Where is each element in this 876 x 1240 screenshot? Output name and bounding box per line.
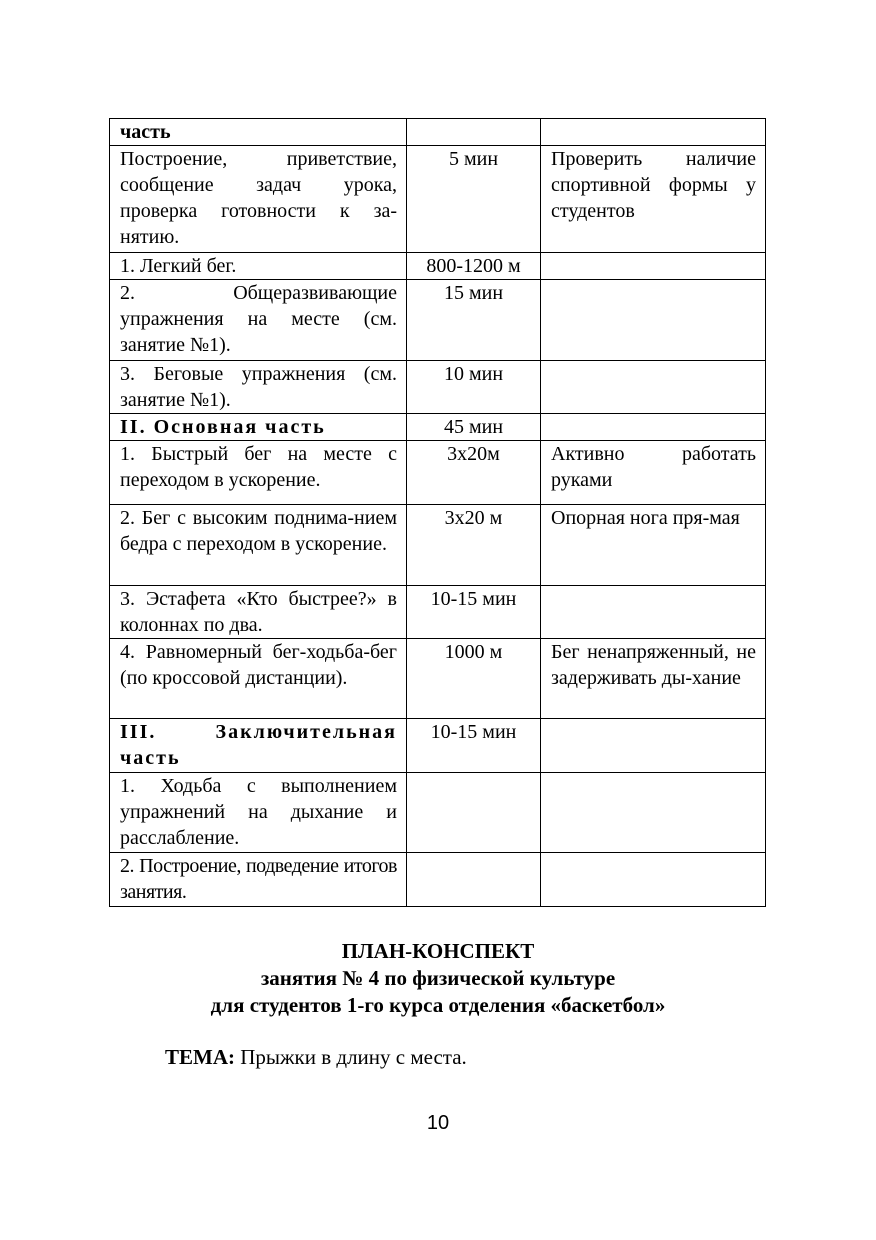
- notes-cell: Активно работать руками: [541, 441, 766, 505]
- dose-cell: 3х20 м: [407, 505, 541, 586]
- table-row: [110, 414, 766, 441]
- notes-cell: [541, 119, 766, 146]
- topic-label: ТЕМА:: [165, 1045, 235, 1069]
- table-row: [110, 146, 766, 253]
- notes-cell: Опорная нога пря-мая: [541, 505, 766, 586]
- table-row: [110, 361, 766, 414]
- plan-subtitle-line: для студентов 1-го курса отделения «баскетбол»: [210, 993, 666, 1017]
- dose-cell: 45 мин: [407, 414, 541, 441]
- table-row: [110, 639, 766, 719]
- dose-cell: 10-15 мин: [407, 719, 541, 773]
- dose-cell: 10 мин: [407, 361, 541, 414]
- task-cell: 1. Легкий бег.: [110, 253, 407, 280]
- dose-cell: [407, 119, 541, 146]
- dose-cell: 3х20м: [407, 441, 541, 505]
- table-row: [110, 773, 766, 853]
- notes-cell: [541, 853, 766, 907]
- topic-text: Прыжки в длину с места.: [240, 1045, 467, 1069]
- task-cell: 3. Беговые упражнения (см. занятие №1).: [110, 361, 407, 414]
- section-heading-cell: II. Основная часть: [110, 414, 407, 441]
- table-row: [110, 253, 766, 280]
- plan-subtitle-line: занятия № 4 по физической культуре: [260, 966, 616, 990]
- task-cell: 1. Быстрый бег на месте с переходом в ускорение.: [110, 441, 407, 505]
- dose-cell: 5 мин: [407, 146, 541, 253]
- dose-cell: [407, 853, 541, 907]
- table-row: [110, 280, 766, 361]
- dose-cell: 10-15 мин: [407, 586, 541, 639]
- task-cell: 1. Ходьба с выполнением упражнений на дыхание и расслабление.: [110, 773, 407, 853]
- lesson-plan-table: [109, 118, 766, 907]
- dose-cell: 15 мин: [407, 280, 541, 361]
- task-cell: 3. Эстафета «Кто быстрее?» в колоннах по два.: [110, 586, 407, 639]
- notes-cell: [541, 414, 766, 441]
- notes-cell: [541, 719, 766, 773]
- notes-cell: [541, 361, 766, 414]
- table-row: [110, 853, 766, 907]
- dose-cell: 800-1200 м: [407, 253, 541, 280]
- task-cell: 2. Построение, подведение итогов занятия.: [110, 853, 407, 907]
- task-cell: Построение, приветствие, сообщение задач урока, проверка готовности к за-нятию.: [110, 146, 407, 253]
- task-cell: часть: [110, 119, 407, 146]
- task-cell: 4. Равномерный бег-ходьба-бег (по кроссовой дистанции).: [110, 639, 407, 719]
- table-row: [110, 505, 766, 586]
- notes-cell: [541, 253, 766, 280]
- task-cell: 2. Общеразвивающие упражнения на месте (см. занятие №1).: [110, 280, 407, 361]
- dose-cell: 1000 м: [407, 639, 541, 719]
- notes-cell: [541, 586, 766, 639]
- plan-title: ПЛАН-КОНСПЕКТ: [341, 939, 535, 963]
- table-row: [110, 719, 766, 773]
- notes-cell: Бег ненапряженный, не задерживать ды-хание: [541, 639, 766, 719]
- table-row: [110, 119, 766, 146]
- task-cell: 2. Бег с высоким поднима-нием бедра с переходом в ускорение.: [110, 505, 407, 586]
- table-row: [110, 441, 766, 505]
- dose-cell: [407, 773, 541, 853]
- table-row: [110, 586, 766, 639]
- page-number: 10: [426, 1112, 450, 1134]
- notes-cell: Проверить наличие спортивной формы у студентов: [541, 146, 766, 253]
- topic-line: [165, 1043, 467, 1071]
- section-heading-cell: III. Заключительная часть: [110, 719, 407, 773]
- notes-cell: [541, 773, 766, 853]
- notes-cell: [541, 280, 766, 361]
